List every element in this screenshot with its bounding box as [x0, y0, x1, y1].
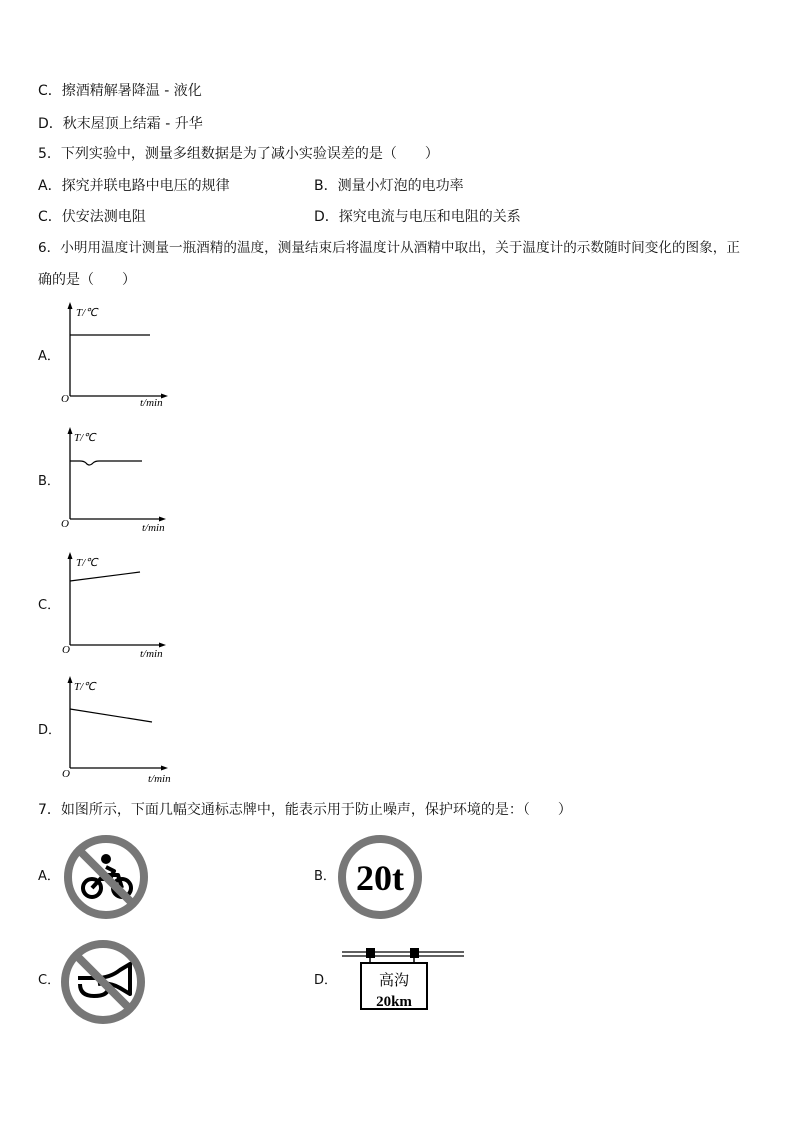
weight-limit-sign — [336, 833, 426, 923]
graph-b-x-label: t/min — [142, 522, 165, 534]
graph-c-label: C． — [38, 598, 61, 613]
q5-stem: 5．下列实验中，测量多组数据是为了减小实验误差的是（ ） — [38, 146, 439, 162]
graph-d-x-arrow — [161, 766, 168, 771]
q5-option-a: A．探究并联电路中电压的规律 — [38, 178, 230, 194]
graph-d-curve — [70, 709, 152, 722]
graph-c-curve — [70, 572, 140, 581]
sign-distance: 20km — [376, 994, 412, 1010]
graph-b-y-label: T/℃ — [74, 432, 96, 444]
graph-c-x-label: t/min — [140, 648, 163, 660]
weight-limit-text: 20t — [356, 858, 404, 898]
sign-b-label: B． — [314, 869, 336, 884]
graph-a-y-label: T/℃ — [76, 307, 98, 319]
graph-c-y-label: T/℃ — [76, 557, 98, 569]
no-motorcycle-sign — [62, 833, 152, 923]
sign-c-label: C． — [38, 973, 61, 988]
graph-c-x-arrow — [159, 643, 166, 648]
graph-d — [58, 674, 178, 786]
sign-bracket-left — [366, 948, 375, 958]
sign-d-label: D． — [314, 973, 338, 988]
graph-d-x-label: t/min — [148, 773, 171, 785]
graph-a-label: A． — [38, 349, 60, 364]
q4-option-c: C．擦酒精解暑降温 - 液化 — [38, 83, 202, 99]
graph-c-y-arrow — [68, 552, 73, 559]
graph-a-y-arrow — [68, 302, 73, 309]
graph-b-origin: O — [61, 518, 69, 530]
graph-b — [58, 425, 178, 537]
q7-stem: 7．如图所示，下面几幅交通标志牌中，能表示用于防止噪声，保护环境的是：（ ） — [38, 802, 572, 818]
graph-d-y-label: T/℃ — [74, 681, 96, 693]
rider-head-icon — [101, 854, 111, 864]
graph-a-origin: O — [61, 393, 69, 405]
graph-d-origin: O — [62, 768, 70, 780]
graph-a-x-label: t/min — [140, 397, 163, 409]
graph-c-origin: O — [62, 644, 70, 656]
graph-b-curve — [70, 461, 142, 465]
sign-a-label: A． — [38, 869, 60, 884]
graph-b-x-arrow — [159, 517, 166, 522]
q4-option-d: D．秋末屋顶上结霜 - 升华 — [38, 116, 203, 132]
q5-option-d: D．探究电流与电压和电阻的关系 — [314, 209, 521, 225]
q6-stem-line1: 6．小明用温度计测量一瓶酒精的温度，测量结束后将温度计从酒精中取出，关于温度计的示数随时间变化的图象，正 — [38, 240, 740, 256]
sign-bracket-right — [410, 948, 419, 958]
q6-stem-line2: 确的是（ ） — [38, 272, 136, 288]
graph-b-label: B． — [38, 474, 60, 489]
graph-c — [58, 550, 178, 662]
q5-option-c: C．伏安法测电阻 — [38, 209, 146, 225]
graph-d-y-arrow — [68, 676, 73, 683]
graph-a — [58, 300, 178, 412]
sign-place-name: 高沟 — [378, 971, 410, 989]
no-horn-sign — [58, 938, 150, 1028]
q5-option-b: B．测量小灯泡的电功率 — [314, 178, 464, 194]
graph-d-label: D． — [38, 723, 62, 738]
graph-b-y-arrow — [68, 427, 73, 434]
distance-sign — [338, 944, 468, 1014]
